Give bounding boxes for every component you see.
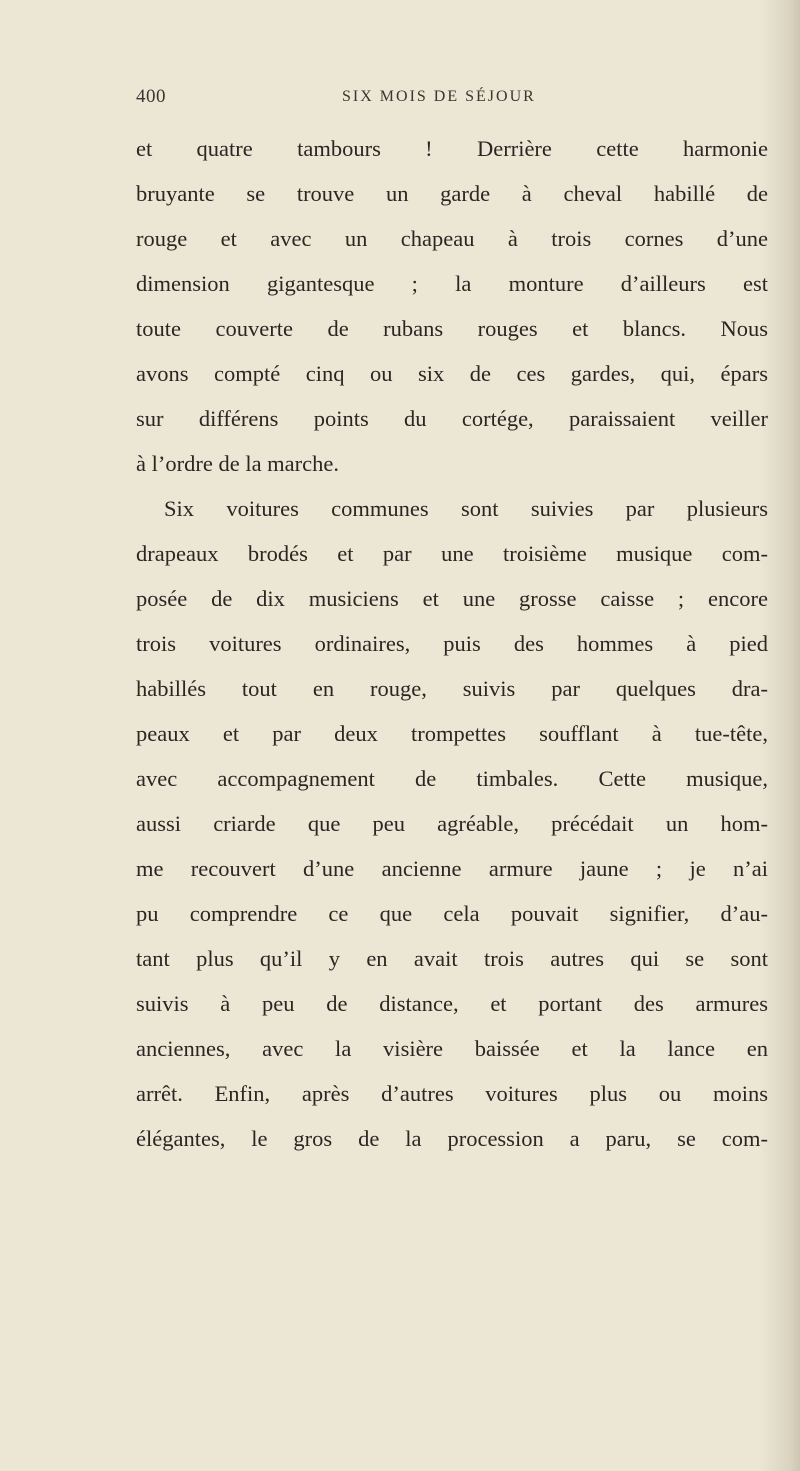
text-line: habillés tout en rouge, suivis par quelques dra- <box>136 676 768 701</box>
text-line: arrêt. Enfin, après d’autres voitures plus ou moins <box>136 1081 768 1106</box>
page-header <box>136 86 768 114</box>
text-line: toute couverte de rubans rouges et blancs. Nous <box>136 316 768 341</box>
text-line: rouge et avec un chapeau à trois cornes d’une <box>136 226 768 251</box>
text-line: et quatre tambours ! Derrière cette harmonie <box>136 136 768 161</box>
text-line: suivis à peu de distance, et portant des armures <box>136 991 768 1016</box>
text-line: trois voitures ordinaires, puis des hommes à pied <box>136 631 768 656</box>
running-title: SIX MOIS DE SÉJOUR <box>342 88 536 105</box>
text-line: peaux et par deux trompettes soufflant à tue-tête, <box>136 721 768 746</box>
text-line: me recouvert d’une ancienne armure jaune ; je n’ai <box>136 856 768 881</box>
text-line: avec accompagnement de timbales. Cette musique, <box>136 766 768 791</box>
text-line: drapeaux brodés et par une troisième musique com- <box>136 541 768 566</box>
text-line: bruyante se trouve un garde à cheval habillé de <box>136 181 768 206</box>
text-line: Six voitures communes sont suivies par plusieurs <box>164 496 768 521</box>
text-line: sur différens points du cortége, paraissaient veiller <box>136 406 768 431</box>
text-line: dimension gigantesque ; la monture d’ailleurs est <box>136 271 768 296</box>
text-line: pu comprendre ce que cela pouvait signifier, d’au- <box>136 901 768 926</box>
text-line: tant plus qu’il y en avait trois autres qui se sont <box>136 946 768 971</box>
text-line: élégantes, le gros de la procession a paru, se com- <box>136 1126 768 1151</box>
page-number: 400 <box>136 86 166 107</box>
text-line: avons compté cinq ou six de ces gardes, qui, épars <box>136 361 768 386</box>
body-text <box>136 126 768 1161</box>
text-line: aussi criarde que peu agréable, précédait un hom- <box>136 811 768 836</box>
text-line: anciennes, avec la visière baissée et la lance en <box>136 1036 768 1061</box>
text-line: posée de dix musiciens et une grosse caisse ; encore <box>136 586 768 611</box>
text-line: à l’ordre de la marche. <box>136 451 340 476</box>
